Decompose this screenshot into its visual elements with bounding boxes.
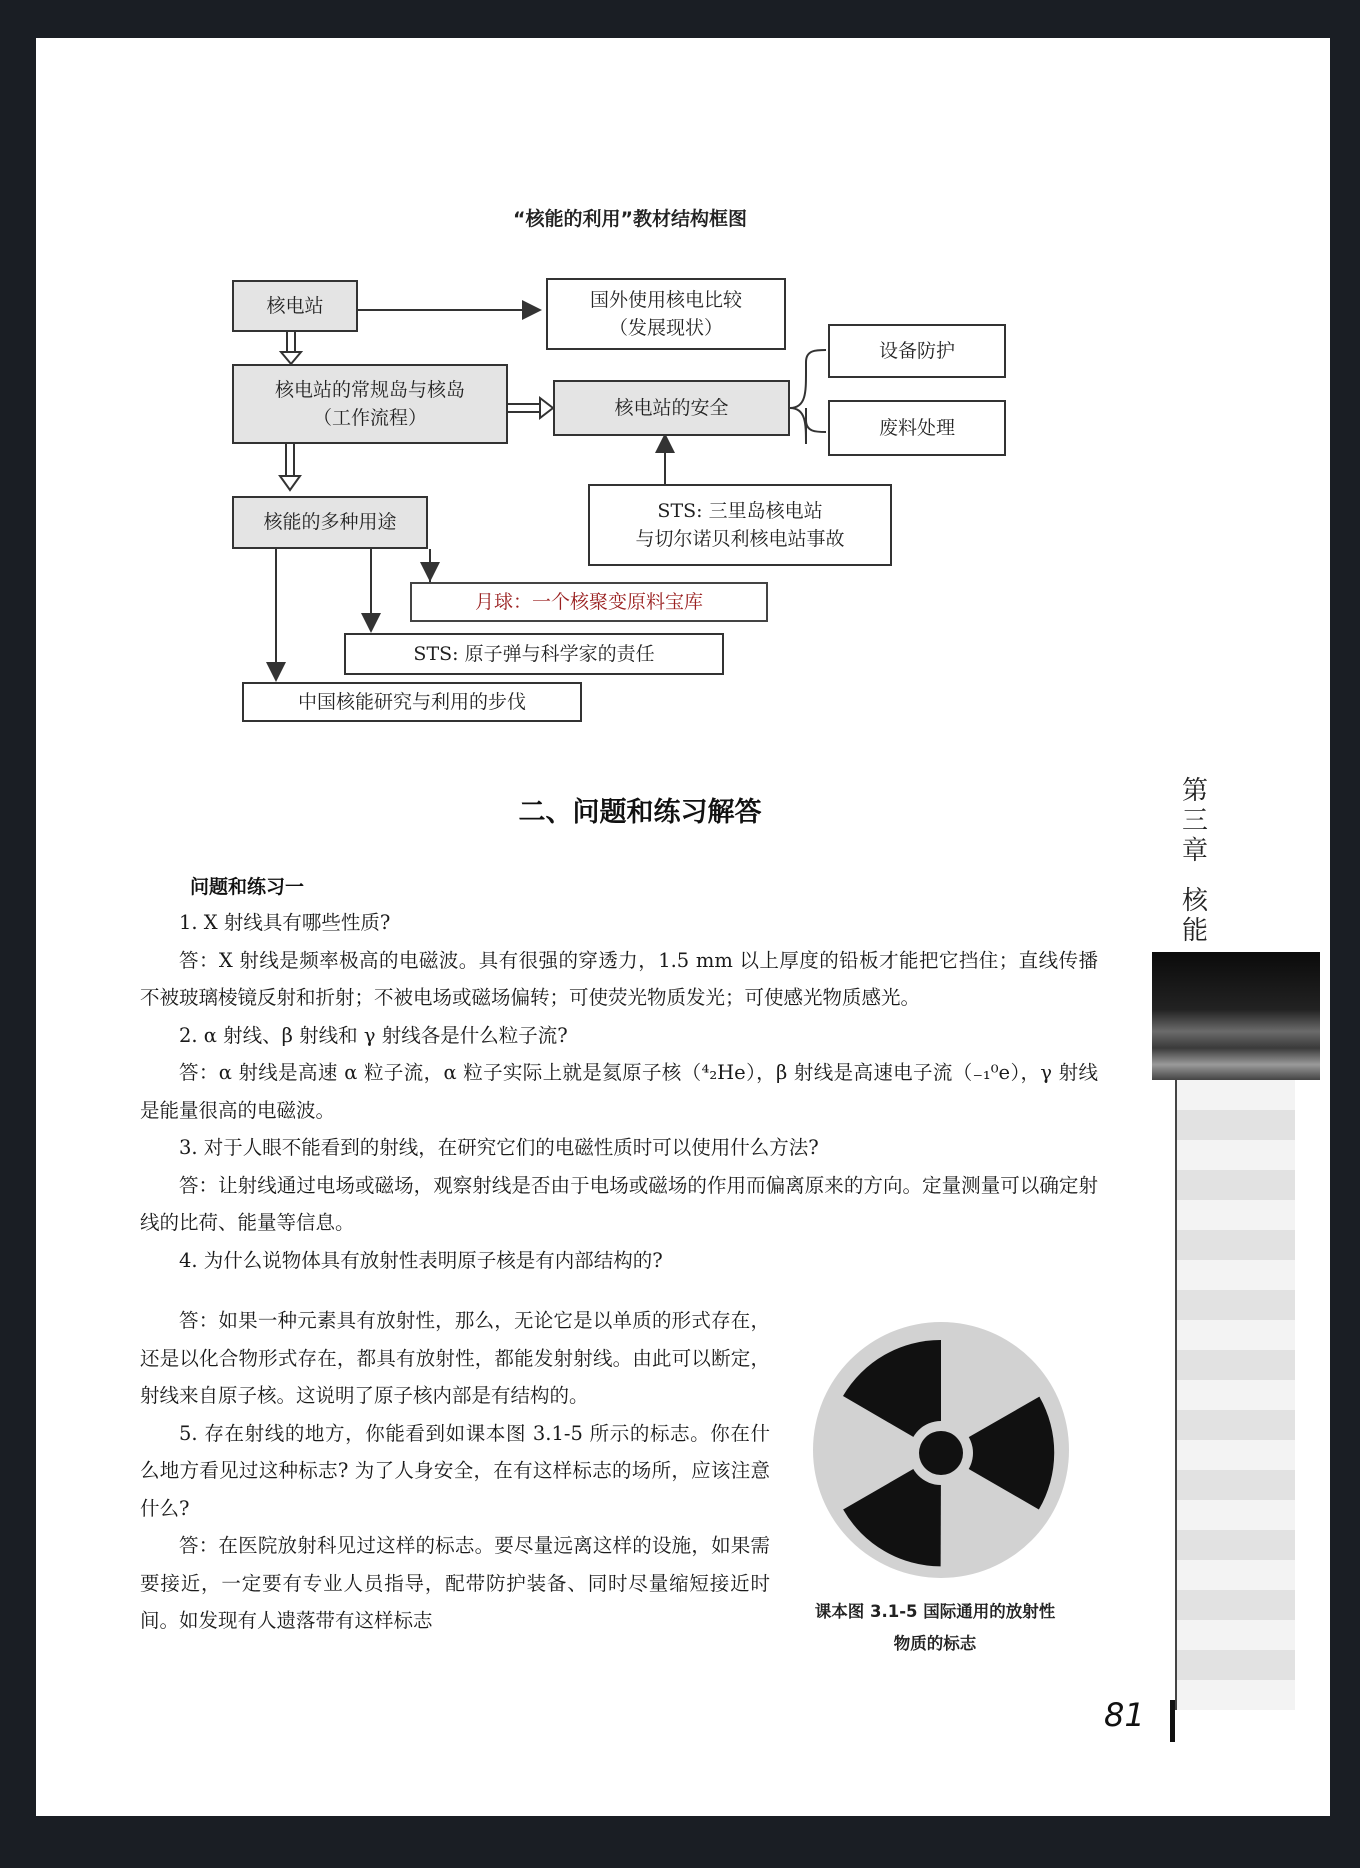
page-number: 81 <box>1104 1696 1145 1734</box>
narrow-text <box>140 1302 770 1640</box>
hollow-arrow-station-islands <box>281 332 301 364</box>
node-uses: 核能的多种用途 <box>232 496 428 549</box>
answer-4: 答：如果一种元素具有放射性，那么，无论它是以单质的形式存在，还是以化合物形式存在，都具有放射性，都能发射射线。由此可以断定，射线来自原子核。这说明了原子核内部是有结构的。 <box>140 1309 770 1407</box>
node-equipment: 设备防护 <box>828 324 1006 378</box>
radiation-symbol-icon <box>806 1315 1076 1585</box>
answer-1: 答：X 射线是频率极高的电磁波。具有很强的穿透力，1.5 mm 以上厚度的铅板才能把它挡住；直线传播不被玻璃棱镜反射和折射；不被电场或磁场偏转；可使荧光物质发光；可使感光物质感光。 <box>140 948 1098 1009</box>
answer-5: 答：在医院放射科见过这样的标志。要尽量远离这样的设施，如果需要接近，一定要有专业人员指导，配带防护装备、同时尽量缩短接近时间。如发现有人遗落带有这样标志 <box>140 1534 770 1632</box>
answer-3: 答：让射线通过电场或磁场，观察射线是否由于电场或磁场的作用而偏离原来的方向。定量测量可以确定射线的比荷、能量等信息。 <box>140 1173 1098 1234</box>
brace-lower <box>790 408 826 444</box>
node-moon: 月球：一个核聚变原料宝库 <box>410 582 768 622</box>
hollow-arrow-islands-safety <box>508 398 553 418</box>
hollow-arrow-islands-uses <box>280 444 300 490</box>
question-3: 3. 对于人眼不能看到的射线，在研究它们的电磁性质时可以使用什么方法? <box>179 1136 819 1159</box>
node-nuclear-station: 核电站 <box>232 280 358 332</box>
question-5: 5. 存在射线的地方，你能看到如课本图 3.1-5 所示的标志。你在什么地方看见过这种标志? 为了人身安全，在有这样标志的场所，应该注意什么? <box>140 1421 770 1520</box>
decorative-side-strip <box>1175 1080 1295 1710</box>
node-islands: 核电站的常规岛与核岛 （工作流程） <box>232 364 508 444</box>
section-title: 二、问题和练习解答 <box>518 797 762 828</box>
diagram-title: “核能的利用”教材结构框图 <box>513 208 747 230</box>
node-china: 中国核能研究与利用的步伐 <box>242 682 582 722</box>
brace-upper <box>790 350 826 408</box>
node-sts-accident: STS: 三里岛核电站 与切尔诺贝利核电站事故 <box>588 484 892 566</box>
question-4: 4. 为什么说物体具有放射性表明原子核是有内部结构的? <box>179 1248 663 1272</box>
question-2: 2. α 射线、β 射线和 γ 射线各是什么粒子流? <box>179 1023 568 1047</box>
page-rule <box>1170 1700 1175 1742</box>
subhead: 问题和练习一 <box>190 876 305 898</box>
figure-caption: 课本图 3.1-5 国际通用的放射性 物质的标志 <box>814 1602 1056 1653</box>
answer-2: 答：α 射线是高速 α 粒子流，α 粒子实际上就是氦原子核（⁴₂He），β 射线是高速电子流（₋₁⁰e），γ 射线是能量很高的电磁波。 <box>140 1061 1098 1122</box>
chapter-label: 第 三 章 核 能 <box>1181 776 1208 946</box>
node-sts-bomb: STS: 原子弹与科学家的责任 <box>344 633 724 675</box>
chapter-photo <box>1152 952 1320 1080</box>
node-safety: 核电站的安全 <box>553 380 790 436</box>
main-text <box>140 904 1098 1279</box>
node-foreign-comparison: 国外使用核电比较 （发展现状） <box>546 278 786 350</box>
question-1: 1. X 射线具有哪些性质? <box>179 911 391 934</box>
node-waste: 废料处理 <box>828 400 1006 456</box>
